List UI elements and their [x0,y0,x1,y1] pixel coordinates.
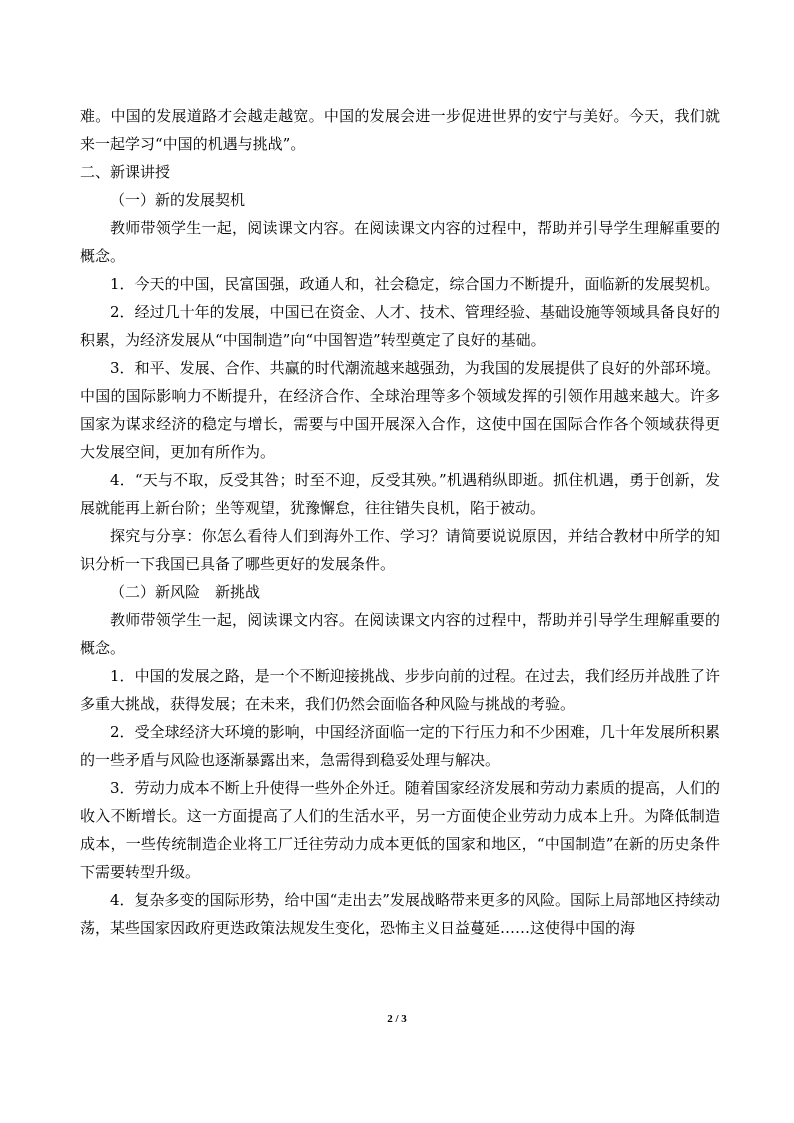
page-number: 2 / 3 [387,1013,407,1025]
paragraph-point-1: 1．今天的中国，民富国强，政通人和，社会稳定，综合国力不断提升，面临新的发展契机。 [110,275,720,293]
paragraph-point-2: 2．经过几十年的发展，中国已在资金、人才、技术、管理经验、基础设施等领域具备良好的积累，为经济发展从“中国制造”向“中国智造”转型奠定了良好的基础。 [80,303,720,349]
paragraph-teacher-guide-2: 教师带领学生一起，阅读课文内容。在阅读课文内容的过程中，帮助并引导学生理解重要的概念。 [80,611,720,657]
section-heading-new-lesson: 二、新课讲授 [80,163,171,181]
paragraph-point-3: 3．和平、发展、合作、共赢的时代潮流越来越强劲，为我国的发展提供了良好的外部环境。中国的国际影响力不断提升，在经济合作、全球治理等多个领域发挥的引领作用越来越大。许多国家为谋求经济的稳定与增长，需要与中国开展深入合作，这使中国在国际合作各个领域获得更大发展空间，更加有所作为。 [80,359,720,461]
subheading-new-risks: （二）新风险 新挑战 [110,583,261,601]
paragraph-teacher-guide-1: 教师带领学生一起，阅读课文内容。在阅读课文内容的过程中，帮助并引导学生理解重要的概念。 [80,219,720,265]
document-body [80,102,720,942]
paragraph-intro-continuation: 难。中国的发展道路才会越走越宽。中国的发展会进一步促进世界的安宁与美好。今天，我们就来一起学习“中国的机遇与挑战”。 [80,107,720,153]
paragraph-point-4: 4．“天与不取，反受其咎；时至不迎，反受其殃。”机遇稍纵即逝。抓住机遇，勇于创新，发展就能再上新台阶；坐等观望，犹豫懈怠，往往错失良机，陷于被动。 [80,471,720,517]
paragraph-explore-share: 探究与分享：你怎么看待人们到海外工作、学习？请简要说说原因，并结合教材中所学的知识分析一下我国已具备了哪些更好的发展条件。 [80,527,720,573]
paragraph-risk-2: 2．受全球经济大环境的影响，中国经济面临一定的下行压力和不少困难，几十年发展所积累的一些矛盾与风险也逐渐暴露出来，急需得到稳妥处理与解决。 [80,723,720,769]
paragraph-risk-1: 1．中国的发展之路，是一个不断迎接挑战、步步向前的过程。在过去，我们经历并战胜了许多重大挑战，获得发展；在未来，我们仍然会面临各种风险与挑战的考验。 [80,667,720,713]
paragraph-risk-3: 3．劳动力成本不断上升使得一些外企外迁。随着国家经济发展和劳动力素质的提高，人们的收入不断增长。这一方面提高了人们的生活水平，另一方面使企业劳动力成本上升。为降低制造成本，一些传统制造企业将工厂迁往劳动力成本更低的国家和地区，“中国制造”在新的历史条件下需要转型升级。 [80,779,720,881]
paragraph-risk-4: 4．复杂多变的国际形势，给中国“走出去”发展战略带来更多的风险。国际上局部地区持续动荡，某些国家因政府更迭政策法规发生变化，恐怖主义日益蔓延……这使得中国的海 [80,891,720,937]
subheading-new-opportunity: （一）新的发展契机 [110,191,246,209]
